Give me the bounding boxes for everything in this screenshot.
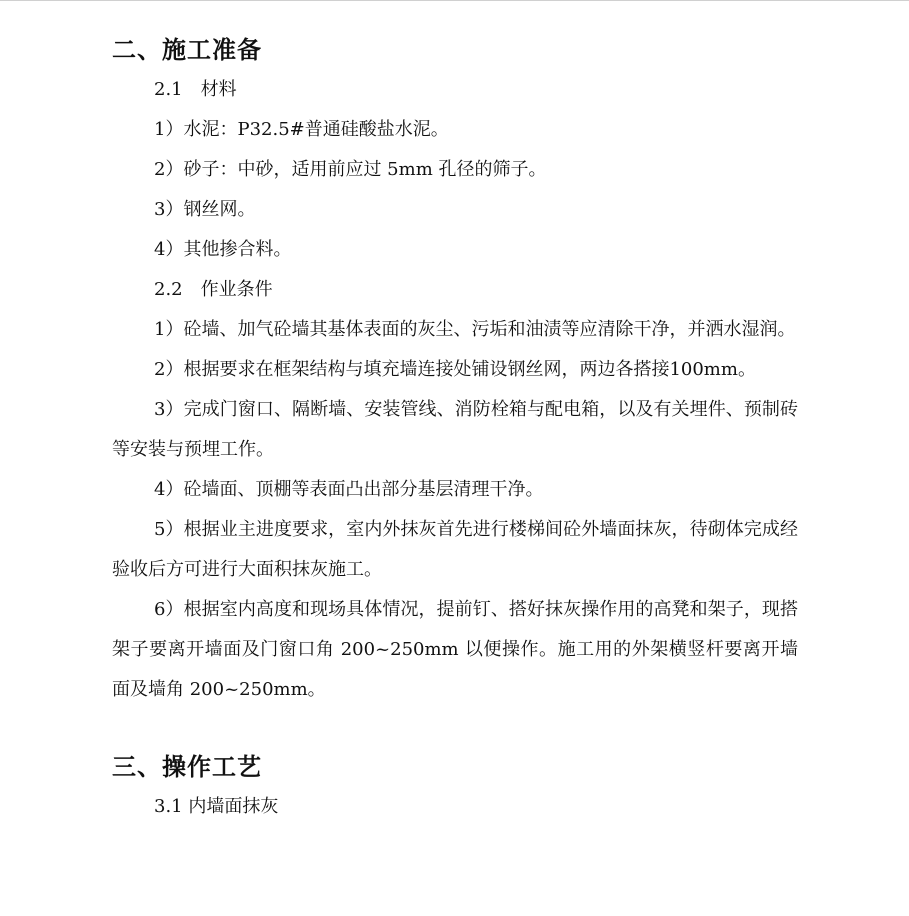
section-heading-process: 三、操作工艺 xyxy=(112,753,262,781)
subsection-interior-plastering: 3.1 内墙面抹灰 xyxy=(154,796,279,817)
condition-item: 2）根据要求在框架结构与填充墙连接处铺设钢丝网，两边各搭接100mm。 xyxy=(154,359,756,380)
condition-item: 4）砼墙面、顶棚等表面凸出部分基层清理干净。 xyxy=(154,479,544,500)
material-item: 1）水泥：P32.5#普通硅酸盐水泥。 xyxy=(154,119,449,140)
condition-item: 6）根据室内高度和现场具体情况，提前钉、搭好抹灰操作用的高凳和架子，现搭架子要离开墙面及门窗口角 200~250mm 以便操作。施工用的外架横竖杆要离开墙面及墙角 200~250mm。 xyxy=(112,599,798,700)
subsection-materials: 2.1 材料 xyxy=(154,79,237,100)
condition-item: 1）砼墙、加气砼墙其基体表面的灰尘、污垢和油渍等应清除干净，并洒水湿润。 xyxy=(154,319,796,340)
document-page xyxy=(112,30,798,827)
material-item: 2）砂子：中砂，适用前应过 5mm 孔径的筛子。 xyxy=(154,159,547,180)
condition-item: 3）完成门窗口、隔断墙、安装管线、消防栓箱与配电箱，以及有关埋件、预制砖等安装与预埋工作。 xyxy=(112,399,798,460)
material-item: 4）其他掺合料。 xyxy=(154,239,292,260)
page-top-border xyxy=(0,0,909,1)
material-item: 3）钢丝网。 xyxy=(154,199,256,220)
condition-item: 5）根据业主进度要求，室内外抹灰首先进行楼梯间砼外墙面抹灰，待砌体完成经验收后方可进行大面积抹灰施工。 xyxy=(112,519,798,580)
section-spacer xyxy=(112,710,798,747)
section-heading-preparation: 二、施工准备 xyxy=(112,36,262,64)
subsection-conditions: 2.2 作业条件 xyxy=(154,279,273,300)
